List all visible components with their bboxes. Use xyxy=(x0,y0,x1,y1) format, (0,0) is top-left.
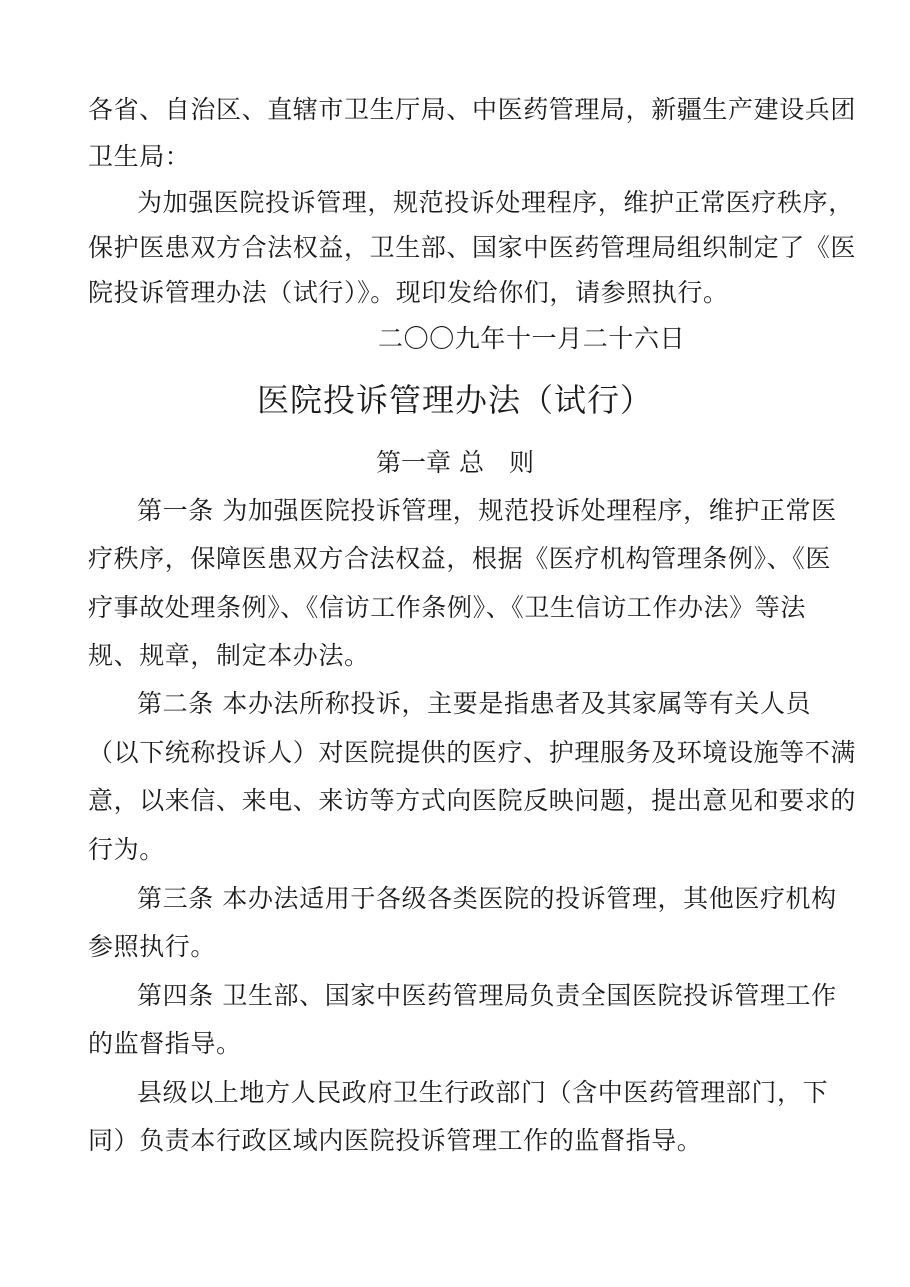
article-line: 参照执行。 xyxy=(88,932,217,961)
article-line: 同）负责本行政区域内医院投诉管理工作的监督指导。 xyxy=(88,1126,703,1155)
notice-line: 卫生局： xyxy=(88,142,191,171)
notice-line: 保护医患双方合法权益，卫生部、国家中医药管理局组织制定了《医 xyxy=(88,233,857,262)
notice-line: 为加强医院投诉管理，规范投诉处理程序，维护正常医疗秩序， xyxy=(137,188,854,217)
article-line: 第四条 卫生部、国家中医药管理局负责全国医院投诉管理工作 xyxy=(137,981,837,1010)
article-line: 第二条 本办法所称投诉，主要是指患者及其家属等有关人员 xyxy=(137,689,812,718)
article-line: （以下统称投诉人）对医院提供的医疗、护理服务及环境设施等不满 xyxy=(88,738,857,767)
notice-line: 院投诉管理办法（试行）》。现印发给你们，请参照执行。 xyxy=(88,278,729,307)
notice-line: 各省、自治区、直辖市卫生厅局、中医药管理局，新疆生产建设兵团 xyxy=(88,95,857,124)
notice-date: 二〇〇九年十一月二十六日 xyxy=(378,324,686,353)
article-line: 第三条 本办法适用于各级各类医院的投诉管理，其他医疗机构 xyxy=(137,884,837,913)
article-line: 的监督指导。 xyxy=(88,1029,242,1058)
article-line: 疗秩序，保障医患双方合法权益，根据《医疗机构管理条例》、《医 xyxy=(88,544,832,573)
chapter-heading: 第一章 总 则 xyxy=(376,448,534,477)
article-line: 疗事故处理条例》、《信访工作条例》、《卫生信访工作办法》等法 xyxy=(88,593,807,622)
article-line: 规、规章，制定本办法。 xyxy=(88,641,370,670)
article-line: 第一条 为加强医院投诉管理，规范投诉处理程序，维护正常医 xyxy=(137,496,837,525)
page-title: 医院投诉管理办法（试行） xyxy=(256,381,653,419)
article-line: 行为。 xyxy=(88,835,165,864)
article-line: 意，以来信、来电、来访等方式向医院反映问题，提出意见和要求的 xyxy=(88,786,857,815)
article-line: 县级以上地方人民政府卫生行政部门（含中医药管理部门，下 xyxy=(137,1078,829,1107)
